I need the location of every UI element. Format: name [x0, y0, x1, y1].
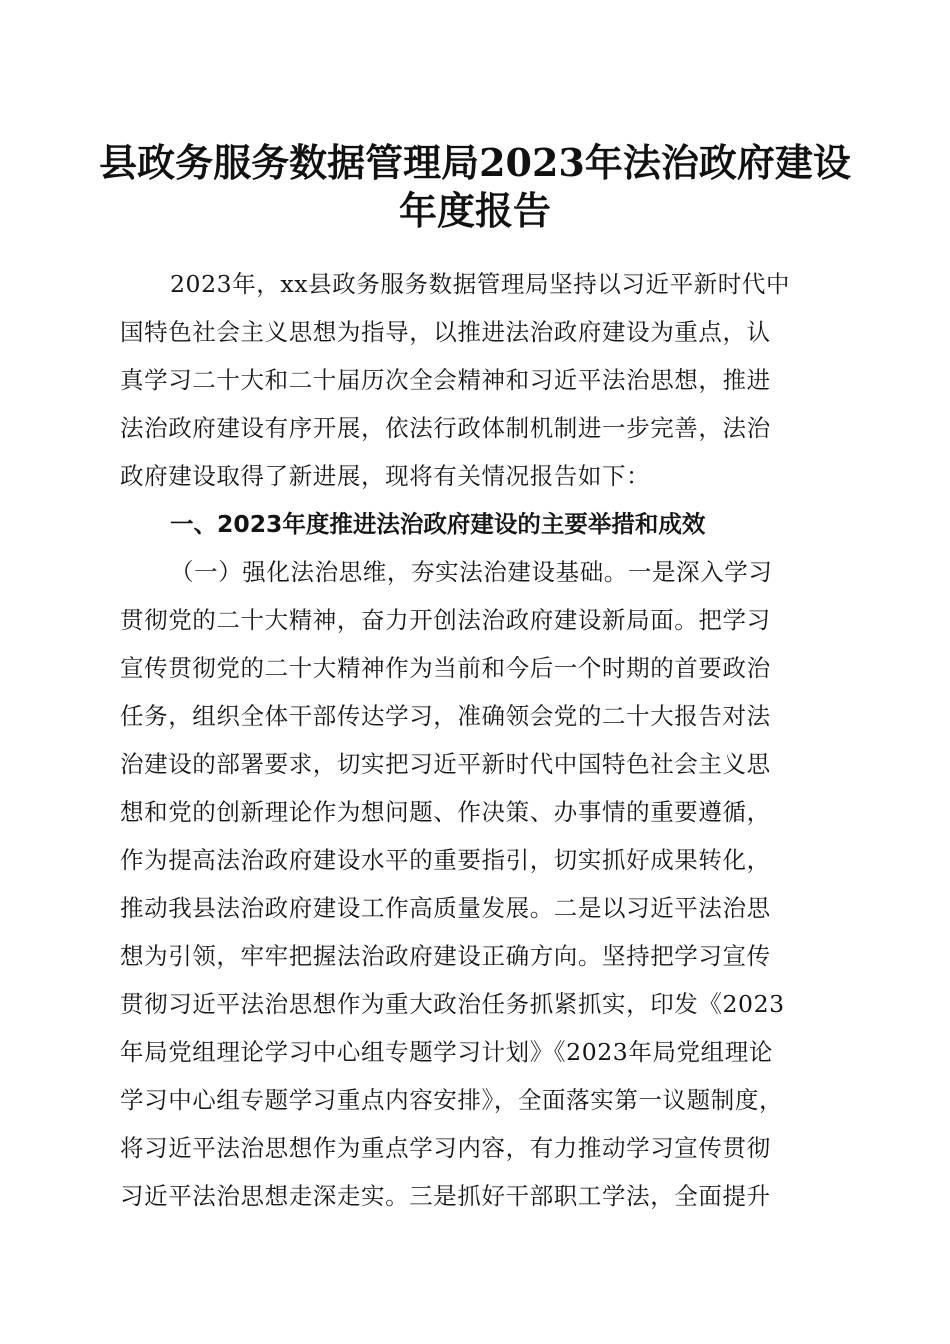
paragraph-line: 将习近平法治思想作为重点学习内容，有力推动学习宣传贯彻 [120, 1134, 771, 1162]
paragraph-line: 贯彻习近平法治思想作为重大政治任务抓紧抓实，印发《2023 [120, 990, 785, 1018]
document-title-line-2: 年度报告 [398, 188, 551, 233]
paragraph-line: 习近平法治思想走深走实。三是抓好干部职工学法，全面提升 [120, 1182, 771, 1210]
paragraph-line: 作为提高法治政府建设水平的重要指引，切实抓好成果转化， [120, 846, 771, 874]
paragraph-line: 想和党的创新理论作为想问题、作决策、办事情的重要遵循， [120, 798, 771, 826]
paragraph-line: （一）强化法治思维，夯实法治建设基础。一是深入学习 [170, 558, 773, 586]
paragraph-line: 政府建设取得了新进展，现将有关情况报告如下： [120, 462, 651, 490]
paragraph-line: 想为引领，牢牢把握法治政府建设正确方向。坚持把学习宣传 [120, 942, 771, 970]
paragraph-line: 治建设的部署要求，切实把习近平新时代中国特色社会主义思 [120, 750, 771, 778]
paragraph-line: 学习中心组专题学习重点内容安排》，全面落实第一议题制度， [120, 1086, 784, 1114]
paragraph-line: 推动我县法治政府建设工作高质量发展。二是以习近平法治思 [120, 894, 771, 922]
paragraph-line: 法治政府建设有序开展，依法行政体制机制进一步完善，法治 [120, 414, 771, 442]
paragraph-line: 贯彻党的二十大精神，奋力开创法治政府建设新局面。把学习 [120, 606, 771, 634]
paragraph-line: 国特色社会主义思想为指导，以推进法治政府建设为重点，认 [120, 318, 771, 346]
section-heading: 一、2023年度推进法治政府建设的主要举措和成效 [170, 510, 706, 538]
paragraph-line: 2023年，xx县政务服务数据管理局坚持以习近平新时代中 [170, 270, 791, 298]
paragraph-line: 宣传贯彻党的二十大精神作为当前和今后一个时期的首要政治 [120, 654, 771, 682]
paragraph-line: 年局党组理论学习中心组专题学习计划》《2023年局党组理论 [120, 1038, 773, 1066]
paragraph-line: 真学习二十大和二十届历次全会精神和习近平法治思想，推进 [120, 366, 771, 394]
paragraph-line: 任务，组织全体干部传达学习，准确领会党的二十大报告对法 [120, 702, 771, 730]
document-title-line-1: 县政务服务数据管理局2023年法治政府建设 [99, 140, 851, 185]
